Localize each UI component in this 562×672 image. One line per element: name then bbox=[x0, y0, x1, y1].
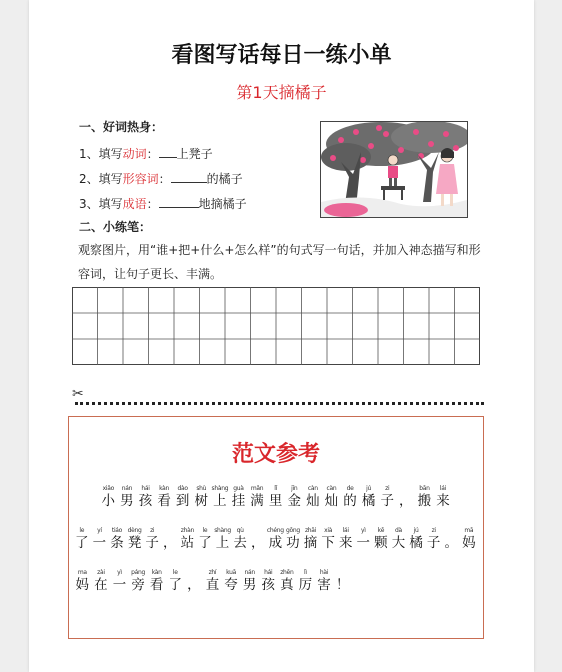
essay-line-1 bbox=[73, 485, 481, 509]
pinyin: hái bbox=[141, 485, 150, 492]
pinyin: dà bbox=[395, 527, 402, 534]
cut-line bbox=[75, 402, 484, 405]
essay-character bbox=[155, 485, 174, 509]
hanzi: 功 bbox=[286, 535, 300, 551]
essay-character bbox=[415, 485, 434, 509]
hanzi: 旁 bbox=[131, 577, 145, 593]
pinyin: càn bbox=[326, 485, 337, 492]
hanzi: 挂 bbox=[231, 493, 246, 509]
hanzi: 摘 bbox=[303, 535, 318, 551]
pinyin bbox=[397, 485, 416, 493]
essay-character bbox=[136, 485, 155, 509]
pinyin: zhāi bbox=[304, 527, 317, 534]
day-subtitle: 第1天摘橘子 bbox=[236, 83, 327, 102]
essay-character bbox=[266, 485, 285, 509]
essay-character bbox=[192, 485, 211, 509]
pinyin: lì bbox=[304, 569, 307, 576]
pinyin: tiáo bbox=[111, 527, 123, 534]
pinyin: hái bbox=[264, 569, 273, 576]
hanzi: 在 bbox=[94, 577, 108, 593]
essay-character bbox=[407, 527, 425, 551]
hanzi bbox=[73, 493, 99, 509]
hanzi: ， bbox=[250, 535, 265, 551]
fill-item-adjective: 2、填写形容词： 的橘子 bbox=[79, 172, 243, 186]
hanzi: 满 bbox=[250, 493, 264, 509]
pinyin: qù bbox=[236, 527, 244, 534]
hanzi: ， bbox=[399, 493, 413, 509]
pinyin: dào bbox=[177, 485, 188, 492]
hanzi: 大 bbox=[391, 535, 406, 551]
essay-character bbox=[73, 527, 91, 551]
pinyin: le bbox=[202, 527, 208, 534]
pinyin: xià bbox=[324, 527, 333, 534]
picking-oranges-illustration bbox=[320, 121, 468, 218]
essay-character bbox=[108, 527, 126, 551]
hanzi: 的 bbox=[343, 493, 357, 509]
pinyin: kē bbox=[377, 527, 385, 534]
hanzi: 下 bbox=[321, 535, 335, 551]
pinyin bbox=[161, 527, 179, 535]
hanzi: 厉 bbox=[298, 577, 313, 593]
essay-character bbox=[460, 527, 478, 551]
essay-character bbox=[378, 485, 397, 509]
pinyin: lái bbox=[439, 485, 447, 492]
pinyin: shù bbox=[196, 485, 207, 492]
essay-character bbox=[229, 485, 248, 509]
pinyin: kuā bbox=[226, 569, 236, 576]
essay-character bbox=[322, 485, 341, 509]
hanzi: 颗 bbox=[374, 535, 388, 551]
essay-character bbox=[296, 569, 315, 593]
hanzi: 金 bbox=[287, 493, 301, 509]
hanzi: 树 bbox=[194, 493, 209, 509]
hanzi: 上 bbox=[213, 493, 227, 509]
pinyin: mǎn bbox=[250, 485, 264, 492]
section-word-warmup: 一、好词热身： bbox=[79, 120, 164, 134]
hanzi: 了 bbox=[168, 577, 183, 593]
essay-character bbox=[319, 527, 337, 551]
hanzi: 橘 bbox=[409, 535, 423, 551]
essay-character bbox=[240, 569, 259, 593]
pinyin: shàng bbox=[211, 485, 229, 492]
hanzi: 子 bbox=[145, 535, 159, 551]
essay-indent bbox=[73, 485, 99, 509]
practice-prompt: 观察图片，用“谁+把+什么+怎么样”的句式写一句话，并加入神态描写和形 bbox=[78, 243, 481, 257]
page-title: 看图写话每日一练小单 bbox=[171, 43, 392, 68]
pinyin: kàn bbox=[159, 485, 170, 492]
hanzi: 成 bbox=[268, 535, 283, 551]
hanzi: 害 bbox=[317, 577, 331, 593]
pinyin: jīn bbox=[291, 485, 298, 492]
hanzi: 橘 bbox=[361, 493, 376, 509]
hanzi: 妈 bbox=[462, 535, 476, 551]
hanzi: 了 bbox=[75, 535, 89, 551]
pinyin: lái bbox=[342, 527, 349, 534]
hanzi: 来 bbox=[436, 493, 450, 509]
essay-character bbox=[285, 485, 304, 509]
hanzi: 夸 bbox=[224, 577, 238, 593]
essay-character bbox=[73, 569, 92, 593]
essay-character bbox=[278, 569, 297, 593]
essay-character bbox=[185, 569, 204, 593]
pinyin: zi bbox=[150, 527, 155, 534]
essay-character bbox=[203, 569, 222, 593]
hanzi: 一 bbox=[92, 535, 107, 551]
pinyin: le bbox=[79, 527, 85, 534]
pinyin: ma bbox=[77, 569, 87, 576]
answer-blank[interactable] bbox=[159, 147, 177, 158]
pinyin: páng bbox=[131, 569, 146, 576]
hanzi: 灿 bbox=[324, 493, 339, 509]
hanzi: 去 bbox=[233, 535, 247, 551]
pinyin: càn bbox=[307, 485, 318, 492]
pinyin bbox=[249, 527, 267, 535]
essay-character bbox=[143, 527, 161, 551]
essay-character bbox=[341, 485, 360, 509]
hanzi: 男 bbox=[242, 577, 257, 593]
pinyin: zhēn bbox=[280, 569, 294, 576]
hanzi: ！ bbox=[335, 577, 350, 593]
essay-character bbox=[302, 527, 320, 551]
model-essay-title: 范文参考 bbox=[231, 442, 320, 467]
pinyin: yí bbox=[97, 527, 102, 534]
hanzi: 子 bbox=[426, 535, 441, 551]
essay-line-3 bbox=[73, 569, 481, 593]
hanzi: ， bbox=[163, 535, 177, 551]
essay-character bbox=[147, 569, 166, 593]
section-practice: 二、小练笔： bbox=[79, 220, 152, 234]
pinyin: zhí bbox=[208, 569, 217, 576]
hanzi: 一 bbox=[112, 577, 127, 593]
hanzi: 子 bbox=[380, 493, 394, 509]
pinyin: yì bbox=[117, 569, 122, 576]
essay-character bbox=[333, 569, 352, 593]
hanzi: 了 bbox=[198, 535, 212, 551]
hanzi: 到 bbox=[175, 493, 190, 509]
pinyin: hài bbox=[319, 569, 329, 576]
answer-blank[interactable] bbox=[171, 172, 207, 183]
pinyin: shàng bbox=[214, 527, 231, 534]
essay-character bbox=[337, 527, 355, 551]
essay-character bbox=[99, 485, 118, 509]
hanzi: 。 bbox=[444, 535, 459, 551]
essay-character bbox=[173, 485, 192, 509]
pinyin: xiǎo bbox=[102, 485, 114, 492]
hanzi: 灿 bbox=[306, 493, 320, 509]
pinyin: zi bbox=[385, 485, 390, 492]
hanzi: 小 bbox=[101, 493, 116, 509]
essay-character bbox=[359, 485, 378, 509]
essay-character bbox=[425, 527, 443, 551]
essay-character bbox=[315, 569, 334, 593]
hanzi: 上 bbox=[215, 535, 230, 551]
essay-character bbox=[126, 527, 144, 551]
hanzi: 看 bbox=[157, 493, 171, 509]
essay-character bbox=[161, 527, 179, 551]
pinyin: nán bbox=[244, 569, 255, 576]
pinyin: lǐ bbox=[274, 485, 277, 492]
hanzi: 站 bbox=[180, 535, 195, 551]
essay-character bbox=[92, 569, 111, 593]
hanzi: 男 bbox=[120, 493, 134, 509]
hanzi: 条 bbox=[110, 535, 124, 551]
essay-character bbox=[129, 569, 148, 593]
essay-character bbox=[284, 527, 302, 551]
hanzi: 里 bbox=[268, 493, 283, 509]
hanzi: 孩 bbox=[261, 577, 275, 593]
pinyin bbox=[185, 569, 204, 577]
essay-character bbox=[304, 485, 323, 509]
pinyin bbox=[442, 527, 460, 535]
pinyin: jú bbox=[413, 527, 419, 534]
pinyin: zhàn bbox=[180, 527, 194, 534]
essay-character bbox=[267, 527, 285, 551]
essay-character bbox=[211, 485, 230, 509]
practice-prompt-cont: 容词，让句子更长、丰满。 bbox=[78, 267, 223, 281]
hanzi: 真 bbox=[280, 577, 294, 593]
writing-grid[interactable] bbox=[72, 287, 480, 365]
pinyin bbox=[73, 485, 99, 493]
essay-character bbox=[442, 527, 460, 551]
pinyin: zi bbox=[431, 527, 436, 534]
hanzi: 一 bbox=[356, 535, 371, 551]
pinyin: chéng bbox=[266, 527, 284, 534]
pinyin: zài bbox=[97, 569, 105, 576]
model-essay-box bbox=[68, 416, 484, 639]
pinyin: de bbox=[346, 485, 354, 492]
pinyin: le bbox=[172, 569, 178, 576]
pinyin: nán bbox=[121, 485, 133, 492]
hanzi: 来 bbox=[338, 535, 353, 551]
essay-character bbox=[355, 527, 373, 551]
pinyin: gōng bbox=[285, 527, 300, 534]
worksheet-page bbox=[29, 0, 534, 672]
hanzi: 凳 bbox=[127, 535, 142, 551]
pinyin: bān bbox=[419, 485, 430, 492]
essay-character bbox=[434, 485, 453, 509]
essay-character bbox=[390, 527, 408, 551]
hanzi: ， bbox=[187, 577, 201, 593]
essay-character bbox=[214, 527, 232, 551]
essay-character bbox=[231, 527, 249, 551]
pinyin: dèng bbox=[127, 527, 142, 534]
scissors-icon: ✂ bbox=[72, 386, 84, 402]
hanzi: 看 bbox=[149, 577, 164, 593]
essay-character bbox=[196, 527, 214, 551]
answer-blank[interactable] bbox=[159, 197, 199, 208]
pinyin bbox=[333, 569, 352, 577]
essay-line-2 bbox=[73, 527, 481, 551]
essay-character bbox=[397, 485, 416, 509]
essay-character bbox=[249, 527, 267, 551]
essay-character bbox=[118, 485, 137, 509]
essay-character bbox=[179, 527, 197, 551]
essay-character bbox=[222, 569, 241, 593]
essay-character bbox=[248, 485, 267, 509]
pinyin: kàn bbox=[151, 569, 162, 576]
hanzi: 妈 bbox=[75, 577, 90, 593]
pinyin: jú bbox=[366, 485, 372, 492]
fill-item-verb: 1、填写动词： 上凳子 bbox=[79, 147, 213, 161]
hanzi: 直 bbox=[205, 577, 220, 593]
essay-character bbox=[110, 569, 129, 593]
essay-character bbox=[259, 569, 278, 593]
essay-character bbox=[166, 569, 185, 593]
pinyin: guà bbox=[233, 485, 244, 492]
fill-item-idiom: 3、填写成语： 地摘橘子 bbox=[79, 197, 247, 211]
pinyin: mā bbox=[464, 527, 474, 534]
hanzi: 搬 bbox=[417, 493, 432, 509]
essay-character bbox=[91, 527, 109, 551]
hanzi: 孩 bbox=[138, 493, 153, 509]
essay-character bbox=[372, 527, 390, 551]
pinyin: yì bbox=[360, 527, 366, 534]
